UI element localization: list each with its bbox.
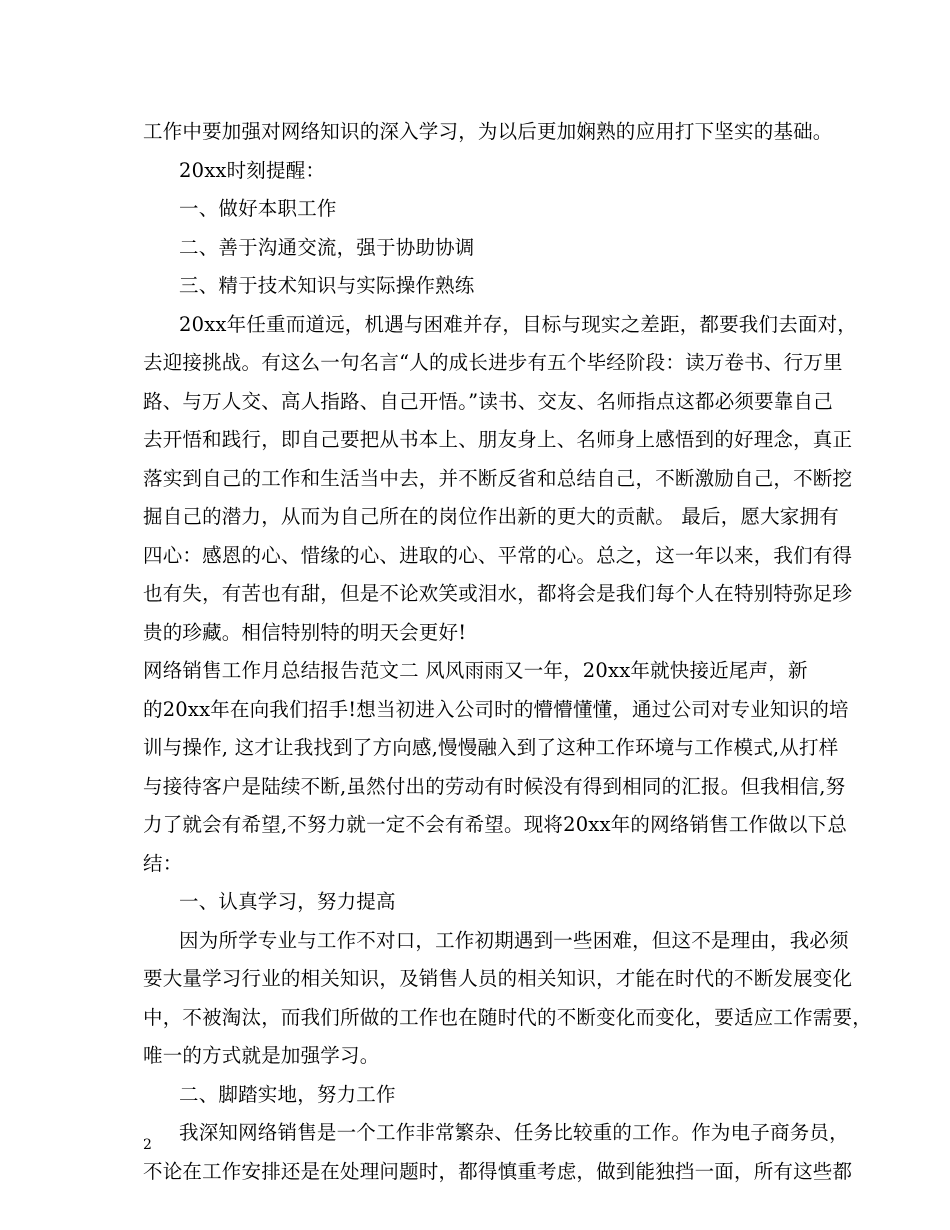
text-line: 不论在工作安排还是在处理问题时，都得慎重考虑，做到能独挡一面，所有这些都 [143,1159,853,1183]
text-line: 结： [143,851,183,875]
text-line: 三、精于技术知识与实际操作熟练 [179,274,475,297]
text-line: 力了就会有希望,不努力就一定不会有希望。现将20xx年的网络销售工作做以下总 [143,813,848,836]
page-number: 2 [143,1137,152,1153]
text-line: 一、认真学习，努力提高 [179,890,396,913]
text-line: 与接待客户是陆续不断,虽然付出的劳动有时候没有得到相同的汇报。但我相信,努 [143,774,846,798]
text-line: 20xx年任重而道远，机遇与困难并存，目标与现实之差距，都要我们去面对， [179,312,858,336]
text-line: 路、与万人交、高人指路、自己开悟。”读书、交友、名师指点这都必须要靠自己 [143,389,833,413]
text-line: 我深知网络销售是一个工作非常繁杂、任务比较重的工作。作为电子商务员， [179,1121,849,1144]
text-line: 唯一的方式就是加强学习。 [143,1044,380,1067]
text-line: 也有失，有苦也有甜，但是不论欢笑或泪水，都将会是我们每个人在特别特弥足珍 [143,582,853,605]
text-line: 四心：感恩的心、惜缘的心、进取的心、平常的心。总之，这一年以来，我们有得 [143,543,853,567]
text-line: 二、脚踏实地，努力工作 [179,1082,396,1106]
text-line: 去开悟和践行，即自己要把从书本上、朋友身上、名师身上感悟到的好理念，真正 [143,428,853,451]
text-line: 贵的珍藏。相信特别特的明天会更好! [143,620,467,644]
text-line: 二、善于沟通交流，强于协助协调 [179,235,475,259]
body-text [143,113,872,1191]
text-line: 掘自己的潜力，从而为自己所在的岗位作出新的更大的贡献。 最后，愿大家拥有 [143,505,839,528]
text-line: 训与操作, 这才让我找到了方向感,慢慢融入到了这种工作环境与工作模式,从打样 [143,736,839,759]
section-heading-line: 网络销售工作月总结报告范文二 风风雨雨又一年，20xx年就快接近尾声，新 [143,659,808,682]
text-line: 中，不被淘汰，而我们所做的工作也在随时代的不断变化而变化，要适应工作需要， [143,1005,872,1029]
text-line: 去迎接挑战。有这么一句名言“人的成长进步有五个毕经阶段：读万卷书、行万里 [143,351,843,374]
text-line: 要大量学习行业的相关知识，及销售人员的相关知识，才能在时代的不断发展变化 [143,967,853,990]
text-line: 因为所学专业与工作不对口，工作初期遇到一些困难，但这不是理由，我必须 [179,928,849,952]
text-line: 工作中要加强对网络知识的深入学习，为以后更加娴熟的应用打下坚实的基础。 [143,120,833,143]
text-line: 的20xx年在向我们招手!想当初进入公司时的懵懵懂懂，通过公司对专业知识的培 [143,697,849,721]
text-line: 一、做好本职工作 [179,197,337,220]
text-line: 落实到自己的工作和生活当中去，并不断反省和总结自己，不断激励自己，不断挖 [143,466,853,490]
text-line: 20xx时刻提醒： [179,158,326,182]
